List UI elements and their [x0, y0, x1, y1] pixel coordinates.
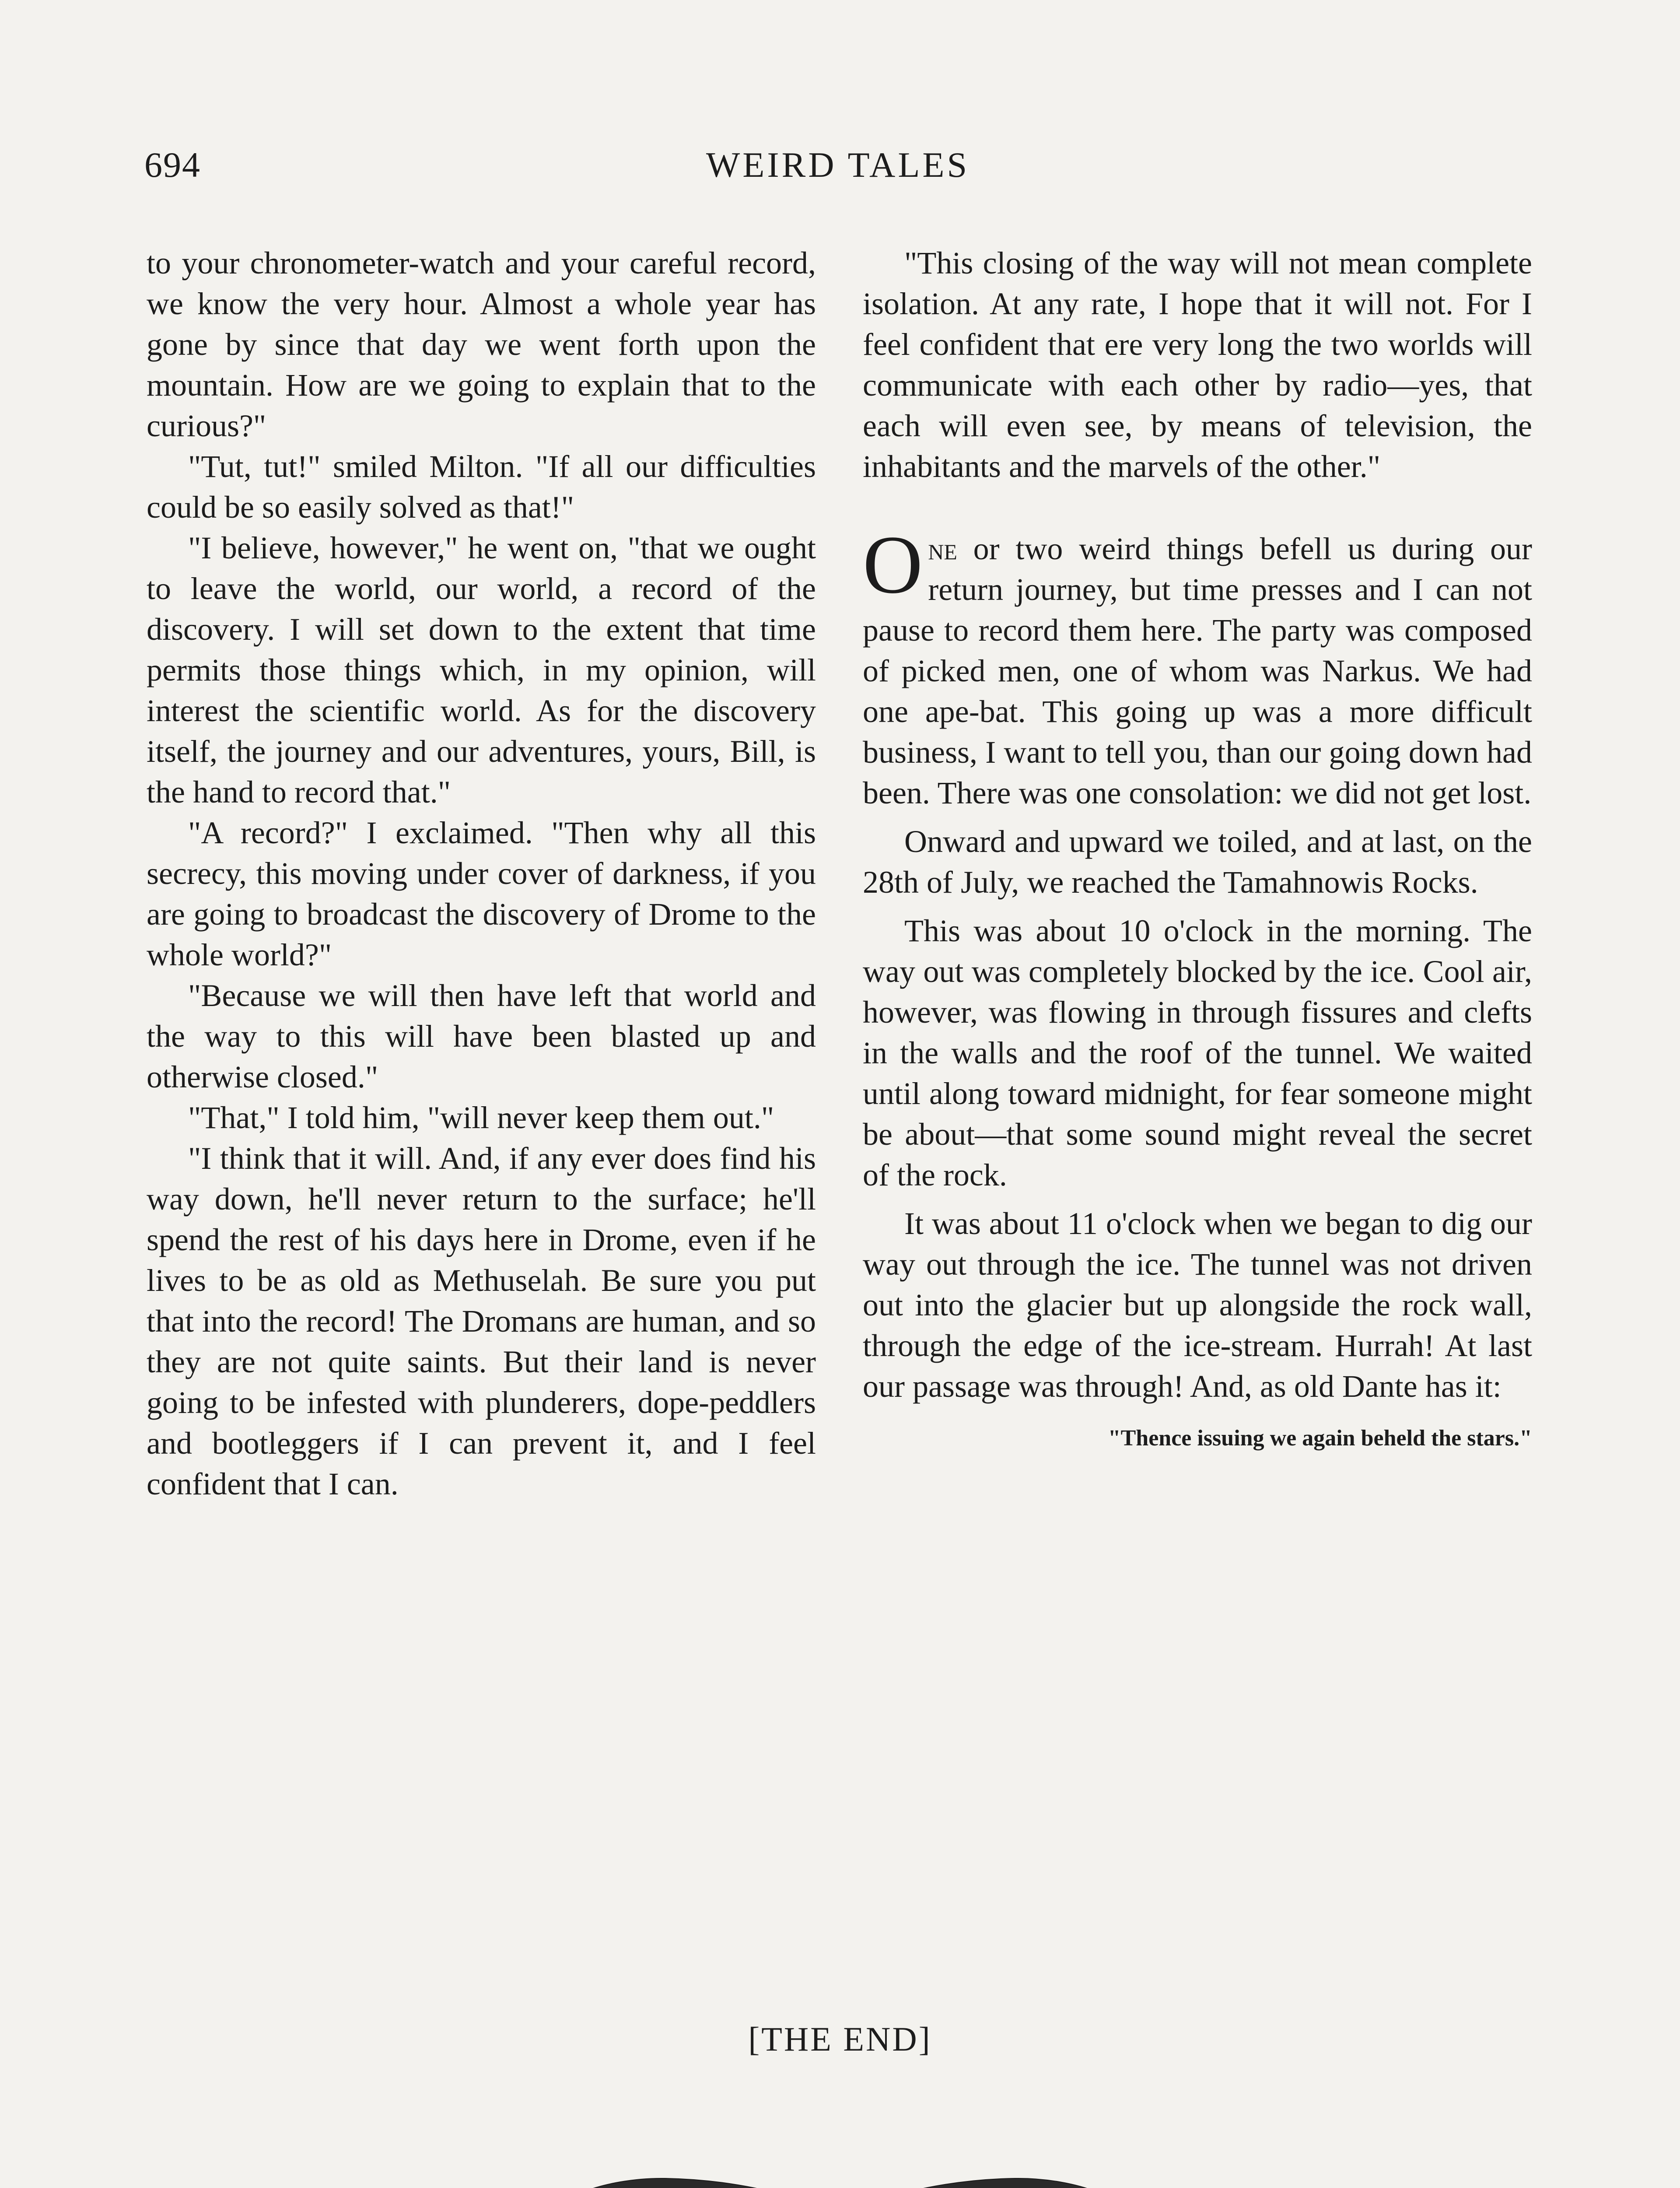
right-column — [863, 243, 1532, 1459]
left-paragraph-7: "I think that it will. And, if any ever does find his way down, he'll never return to the surface; he'll spend the rest of his days here in Drome, even if he lives to be as old as Methuselah. Be sure you put that into the record! The Dromans are human, and so they are not quite saints. But their land is never going to be infested with plunderers, dope-peddlers and bootleggers if I can prevent it, and I feel confident that I can. — [147, 1141, 816, 1501]
right-paragraph-4: This was about 10 o'clock in the morning. The way out was completely blocked by the ice. Cool air, however, was flowing in through fissures and clefts in the walls and the roof of the tunnel. We waited until along toward midnight, for fear someone might be about—that some sound might reveal the secret of the rock. — [863, 913, 1532, 1192]
closing-quotation: "Thence issuing we again beheld the stars." — [1108, 1426, 1532, 1451]
left-column — [147, 243, 816, 1504]
left-paragraph-2: "Tut, tut!" smiled Milton. "If all our difficulties could be so easily solved as that!" — [147, 449, 816, 525]
left-paragraph-6: "That," I told him, "will never keep them out." — [188, 1100, 774, 1135]
right-paragraph-2 — [863, 519, 1532, 813]
journal-title: WEIRD TALES — [706, 145, 970, 185]
right-paragraph-1: "This closing of the way will not mean complete isolation. At any rate, I hope that it will not. For I feel confident that ere very long the two worlds will communicate with each other by radio—yes, that each will even see, by means of television, the inhabitants and the marvels of the other." — [863, 245, 1532, 484]
left-paragraph-5: "Because we will then have left that world and the way to this will have been blasted up and otherwise closed." — [147, 978, 816, 1094]
left-paragraph-3: "I believe, however," he went on, "that we ought to leave the world, our world, a record of the discovery. I will set down to the extent that time permits those things which, in my opinion, will interest the scientific world. As for the discovery itself, the journey and our adventures, yours, Bill, is the hand to record that." — [147, 530, 816, 810]
drop-cap-continuation: ne — [928, 531, 957, 566]
right-paragraph-3: Onward and upward we toiled, and at last, on the 28th of July, we reached the Tamahnowis Rocks. — [863, 824, 1532, 900]
eagle-icon — [582, 2144, 1098, 2188]
right-paragraph-5: It was about 11 o'clock when we began to dig our way out through the ice. The tunnel was not driven out into the glacier but up alongside the rock wall, through the edge of the ice-stream. Hurrah! At last our passage was through! And, as old Dante has it: — [863, 1206, 1532, 1404]
drop-cap: O — [863, 519, 923, 611]
right-paragraph-2-text: or two weird things befell us during our return journey, but time presses and I can not pause to record them here. The party was composed of picked men, one of whom was Narkus. We had one ape-bat. This going up was a more difficult business, I want to tell you, than our going down had been. There was one consolation: we did not get lost. — [863, 531, 1532, 810]
page-number: 694 — [144, 145, 201, 185]
left-paragraph-4: "A record?" I exclaimed. "Then why all this secrecy, this moving under cover of darkness, if you are going to broadcast the discovery of Drome to the whole world?" — [147, 815, 816, 972]
left-paragraph-1: to your chronometer-watch and your careful record, we know the very hour. Almost a whole year has gone by since that day we went forth upon the mountain. How are we going to explain that to the curious?" — [147, 245, 816, 443]
the-end-marker: [THE END] — [748, 2020, 932, 2058]
running-head — [144, 144, 1531, 197]
